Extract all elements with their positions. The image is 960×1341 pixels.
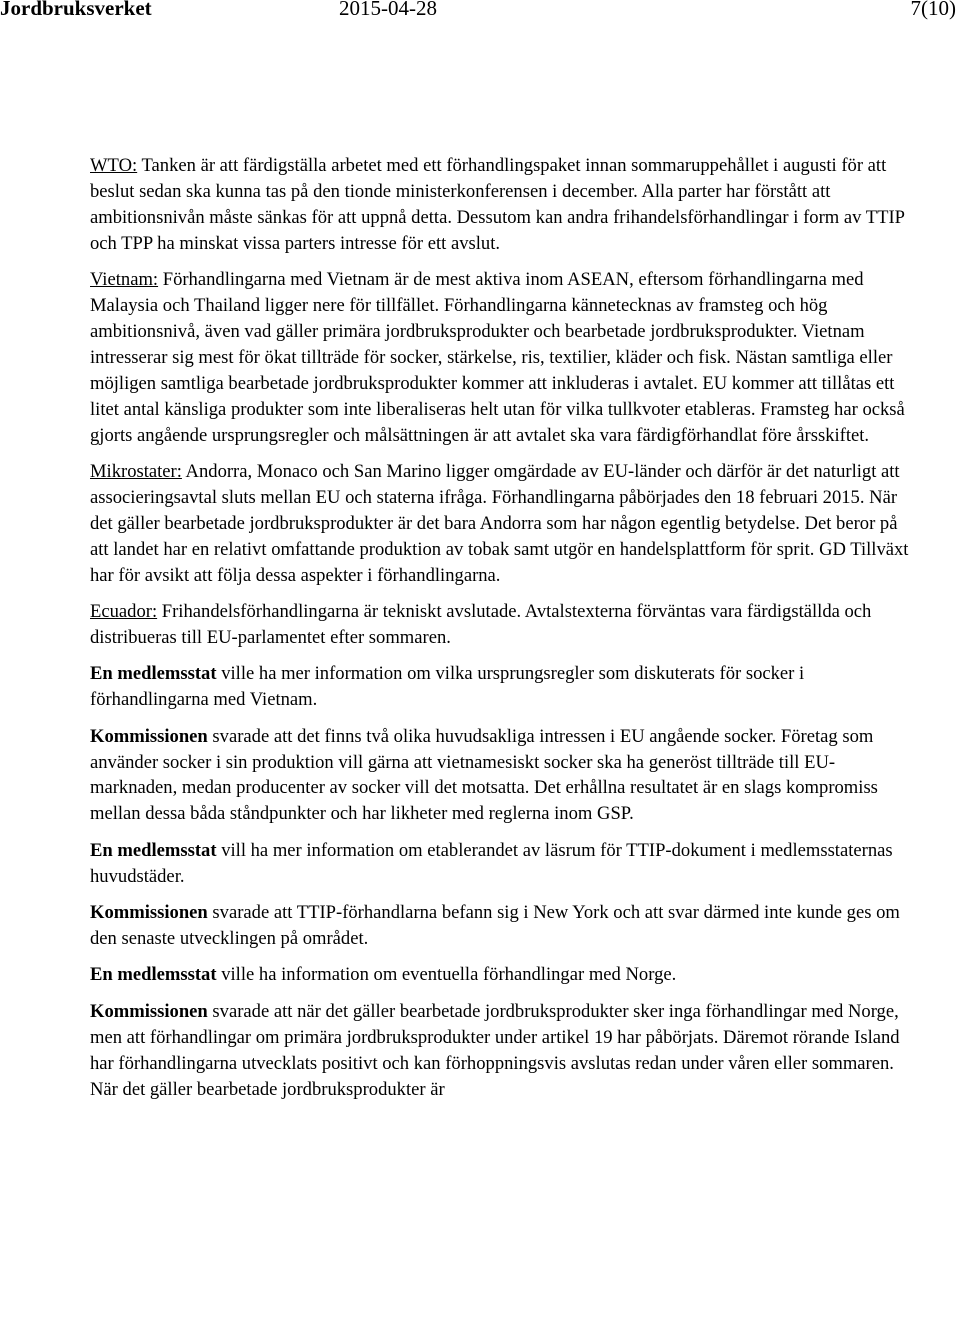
paragraph-member-state-question bbox=[90, 962, 910, 988]
page-header bbox=[0, 0, 960, 28]
section-label-wto: WTO: bbox=[90, 155, 138, 176]
paragraph-commission-answer bbox=[90, 724, 910, 828]
speaker-label: Kommissionen bbox=[90, 902, 208, 924]
paragraph-wto bbox=[90, 153, 910, 257]
speaker-label: Kommissionen bbox=[90, 725, 208, 747]
speaker-label: En medlemsstat bbox=[90, 964, 217, 986]
paragraph-member-state-question bbox=[90, 838, 910, 890]
paragraph-text: ville ha mer information om vilka ursprungsregler som diskuterats för socker i förhandlingarna med Vietnam. bbox=[90, 663, 805, 711]
paragraph-commission-answer bbox=[90, 900, 910, 952]
paragraph-vietnam bbox=[90, 267, 910, 448]
paragraph-text: vill ha mer information om etablerandet av läsrum för TTIP-dokument i medlemsstaternas huvudstäder. bbox=[90, 839, 893, 887]
paragraph-text: svarade att TTIP-förhandlarna befann sig i New York och att svar därmed inte kunde ges om den senaste utvecklingen på området. bbox=[90, 902, 900, 949]
page-number: 7(10) bbox=[910, 0, 956, 20]
paragraph-text: Frihandelsförhandlingarna är tekniskt avslutade. Avtalstexterna förväntas vara färdigställda och distribueras till EU-parlamentet efter sommaren. bbox=[90, 601, 872, 648]
paragraph-text: Förhandlingarna med Vietnam är de mest aktiva inom ASEAN, eftersom förhandlingarna med Malaysia och Thailand ligger nere för tillfället. Förhandlingarna kännetecknas av framsteg och hög ambitionsnivå, även vad gäller primära jordbruksprodukter och bearbetade jordbruksprodukter. Vietnam intresserar sig mest för ökat tillträde för socker, stärkelse, ris, textilier, kläder och fisk. Nästan samtliga eller möjligen samtliga bearbetade jordbruksprodukter kommer att inkluderas i avtalet. EU kommer att tillåtas ett litet antal känsliga produkter som inte liberaliseras helt utan för vilka tullkvoter etableras. Framsteg har också gjorts angående ursprungsregler och målsättningen är att avtalet ska vara färdigförhandlat före årsskiftet. bbox=[90, 269, 905, 446]
section-label-ecuador: Ecuador: bbox=[90, 601, 158, 622]
speaker-label: Kommissionen bbox=[90, 1000, 208, 1022]
speaker-label: En medlemsstat bbox=[90, 839, 217, 861]
paragraph-commission-answer bbox=[90, 999, 910, 1103]
paragraph-ecuador bbox=[90, 599, 910, 651]
paragraph-text: ville ha information om eventuella förhandlingar med Norge. bbox=[216, 964, 677, 986]
section-label-mikrostater: Mikrostater: bbox=[90, 460, 182, 482]
paragraph-text: svarade att det finns två olika huvudsakliga intressen i EU angående socker. Företag som använder socker i sin produktion vill gärna att vietnamesiskt socker ska ha generöst tillträde till EU-marknaden, medan producenter av socker vill det motsatta. Det erhållna resultatet är en slags kompromiss mellan dessa båda ståndpunkter och har likheter med reglerna inom GSP. bbox=[90, 725, 878, 825]
document-body bbox=[90, 153, 910, 1102]
speaker-label: En medlemsstat bbox=[90, 663, 217, 685]
paragraph-mikrostater bbox=[90, 459, 910, 589]
section-label-vietnam: Vietnam: bbox=[90, 269, 159, 291]
organization-name: Jordbruksverket bbox=[0, 0, 152, 20]
paragraph-text: Tanken är att färdigställa arbetet med ett förhandlingspaket innan sommaruppehållet i augusti för att beslut sedan ska kunna tas på den tionde ministerkonferensen i december. Alla parter har förstått att ambitionsnivån måste sänkas för att uppnå detta. Dessutom kan andra frihandelsförhandlingar i form av TTIP och TPP ha minskat vissa parters intresse för ett avslut. bbox=[90, 155, 905, 254]
paragraph-text: Andorra, Monaco och San Marino ligger omgärdade av EU-länder och därför är det naturligt att associeringsavtal sluts mellan EU och staterna ifråga. Förhandlingarna påbörjades den 18 februari 2015. När det gäller bearbetade jordbruksprodukter är det bara Andorra som har någon egentlig betydelse. Det beror på att landet har en relativt omfattande produktion av tobak samt utgör en handelsplattform för sprit. GD Tillväxt har för avsikt att följa dessa aspekter i förhandlingarna. bbox=[90, 460, 909, 586]
paragraph-member-state-question bbox=[90, 661, 910, 713]
document-date: 2015-04-28 bbox=[339, 0, 437, 20]
paragraph-text: svarade att när det gäller bearbetade jordbruksprodukter sker inga förhandlingar med Norge, men att förhandlingar om primära jordbruksprodukter under artikel 19 har påbörjats. Däremot rörande Island har förhandlingarna utvecklats positivt och kan förhoppningsvis avslutas redan under våren eller sommaren. När det gäller bearbetade jordbruksprodukter är bbox=[90, 1000, 900, 1100]
